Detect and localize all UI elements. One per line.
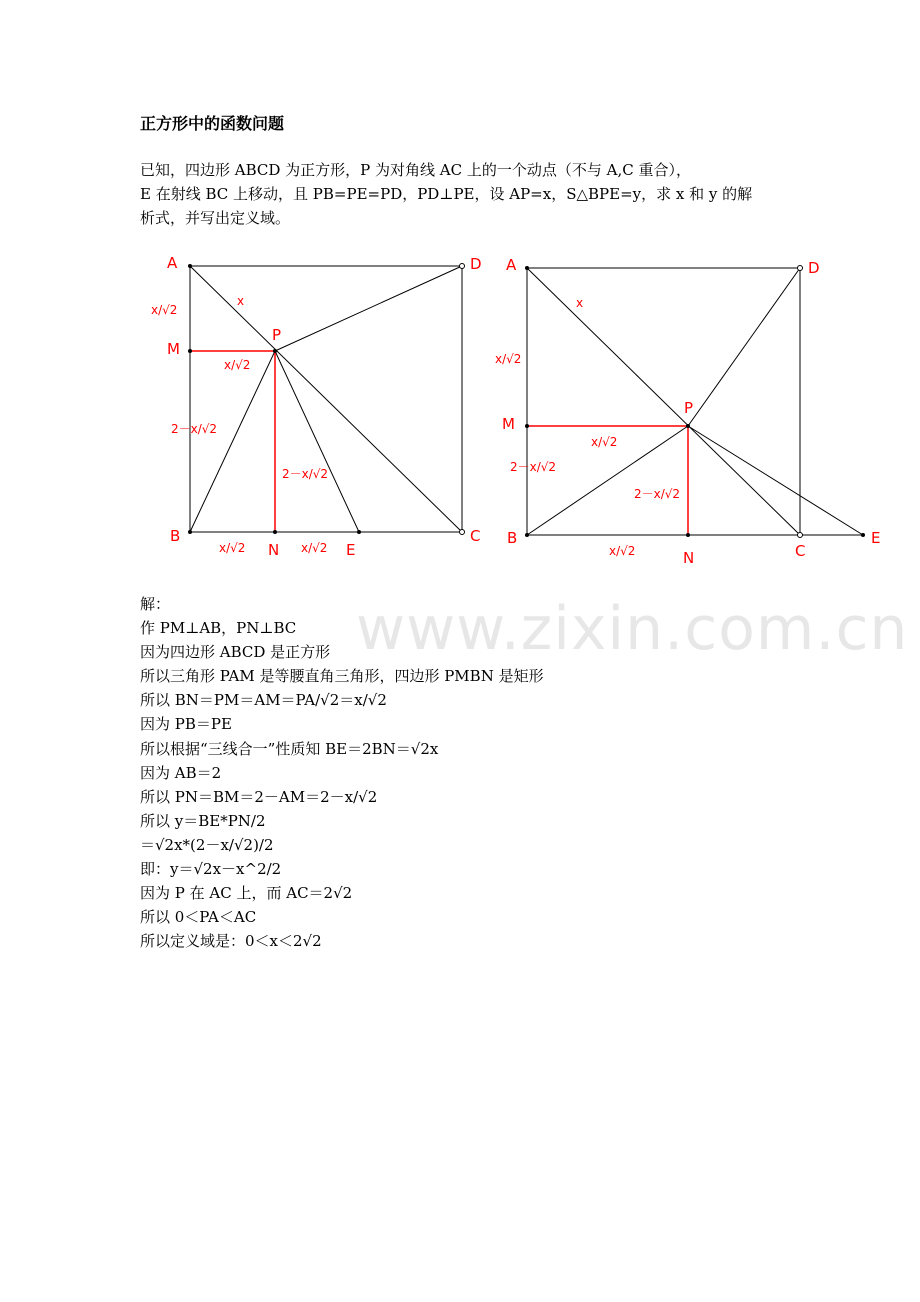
solution-line: 因为 P 在 AC 上，而 AC＝2√2 [140, 884, 353, 903]
solution-line: ＝√2x*(2－x/√2)/2 [140, 835, 274, 854]
point-label-m: M [502, 415, 515, 433]
solution-line: 所以三角形 PAM 是等腰直角三角形，四边形 PMBN 是矩形 [140, 667, 544, 686]
segment-pb [190, 351, 275, 532]
label-ap: x [576, 296, 584, 310]
problem-statement [140, 158, 790, 230]
point-label-e: E [346, 541, 356, 559]
label-bn: x/√2 [219, 541, 246, 555]
dot-p [273, 349, 277, 353]
segment-pe [275, 351, 359, 532]
point-label-b: B [170, 527, 181, 545]
dot-m [525, 424, 529, 428]
dot-e [357, 530, 361, 534]
watermark: www.zixin.com.cn [356, 594, 909, 664]
solution-line: 因为 AB＝2 [140, 763, 222, 782]
dot-p [686, 424, 690, 428]
label-bn: x/√2 [609, 544, 636, 558]
point-label-n: N [268, 541, 280, 559]
figure-2 [495, 256, 880, 567]
dot-m [188, 349, 192, 353]
figures [140, 248, 900, 578]
dot-b [188, 530, 192, 534]
problem-line: 析式，并写出定义域。 [140, 209, 291, 227]
dot-a [188, 264, 192, 268]
point-label-p: P [684, 399, 694, 417]
problem-line: 已知，四边形 ABCD 为正方形，P 为对角线 AC 上的一个动点（不与 A,C 重合）， [140, 161, 691, 179]
solution-line: 即：y＝√2x－x^2/2 [140, 860, 282, 879]
point-label-p: P [272, 326, 282, 344]
label-ap: x [237, 294, 245, 308]
diagonal-ac [190, 266, 462, 532]
label-pn: 2－x/√2 [634, 487, 681, 501]
dot-b [525, 533, 529, 537]
label-mp: x/√2 [224, 358, 251, 372]
segment-pd [275, 266, 462, 351]
dot-c [460, 530, 465, 535]
problem-line: E 在射线 BC 上移动，且 PB=PE=PD，PD⊥PE，设 AP=x，S△BPE=y，求 x 和 y 的解 [140, 185, 753, 203]
dot-e [861, 533, 865, 537]
segment-pe [688, 426, 863, 535]
page-title: 正方形中的函数问题 [140, 114, 285, 133]
label-ne: x/√2 [301, 541, 328, 555]
segment-pd [688, 268, 800, 426]
figure-1 [151, 254, 482, 559]
point-label-d: D [470, 255, 482, 273]
point-label-n: N [683, 549, 695, 567]
solution-line: 所以 y＝BE*PN/2 [140, 811, 266, 830]
point-label-m: M [167, 340, 180, 358]
label-mp: x/√2 [591, 435, 618, 449]
dot-c [798, 533, 803, 538]
point-label-e: E [871, 529, 881, 547]
point-label-c: C [470, 527, 481, 545]
label-mb: 2－x/√2 [171, 422, 218, 436]
label-am: x/√2 [151, 303, 178, 317]
point-label-b: B [507, 529, 518, 547]
point-label-a: A [506, 256, 517, 274]
figure-1-diagram [140, 248, 900, 578]
solution-line: 所以根据“三线合一”性质知 BE＝2BN＝√2x [140, 739, 439, 758]
solution [140, 592, 780, 953]
label-am: x/√2 [495, 352, 522, 366]
label-mb: 2－x/√2 [510, 460, 557, 474]
label-pn: 2－x/√2 [282, 467, 329, 481]
point-label-c: C [795, 542, 806, 560]
solution-line: 所以 0＜PA＜AC [140, 908, 257, 927]
dot-n [686, 533, 690, 537]
solution-line: 因为 PB＝PE [140, 715, 232, 734]
dot-d [460, 264, 465, 269]
solution-line: 解： [140, 595, 171, 613]
point-label-a: A [167, 254, 178, 272]
solution-line: 因为四边形 ABCD 是正方形 [140, 643, 331, 662]
solution-line: 作 PM⊥AB，PN⊥BC [140, 619, 297, 638]
solution-line: 所以 PN＝BM＝2－AM＝2－x/√2 [140, 787, 378, 806]
dot-a [525, 266, 529, 270]
dot-n [273, 530, 277, 534]
point-label-d: D [808, 259, 820, 277]
solution-line: 所以定义域是：0＜x＜2√2 [140, 932, 322, 951]
solution-line: 所以 BN＝PM＝AM＝PA/√2＝x/√2 [140, 691, 387, 710]
dot-d [798, 266, 803, 271]
